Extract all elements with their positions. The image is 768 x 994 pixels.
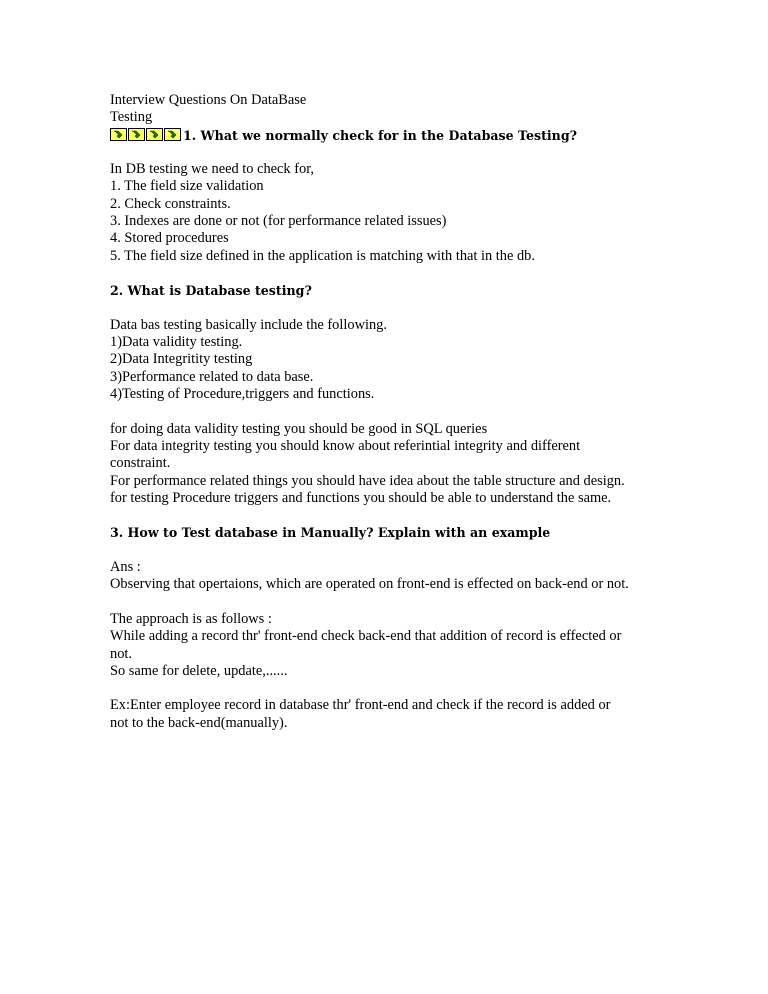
q2-note: constraint. [110,455,171,472]
q3-approach-line: So same for delete, update,...... [110,662,288,679]
q2-note: for doing data validity testing you should be good in SQL queries [110,420,488,437]
q3-ans-label: Ans : [110,559,141,576]
spacer [110,300,670,317]
q3-ans-text: Observing that opertaions, which are operated on front-end is effected on back-end or not. [110,576,629,593]
q1-item: 1. The field size validation [110,178,264,195]
q2-intro: Data bas testing basically include the following. [110,316,387,333]
spacer [110,265,670,282]
question-1-heading-row [110,127,670,144]
spacer [110,144,670,161]
spacer [110,594,670,611]
q3-example-line: Ex:Enter employee record in database thr' front-end and check if the record is added or [110,697,611,714]
q2-item: 4)Testing of Procedure,triggers and functions. [110,386,375,403]
q3-approach-line: not. [110,645,132,662]
document-page [110,92,670,732]
star-icon [146,128,163,141]
question-3-heading: 3. How to Test database in Manually? Explain with an example [110,525,551,541]
q2-item: 2)Data Integritity testing [110,351,253,368]
doc-title-line-2: Testing [110,109,153,126]
star-icon [164,128,181,141]
spacer [110,542,670,559]
q3-approach-label: The approach is as follows : [110,610,272,627]
q1-item: 5. The field size defined in the application is matching with that in the db. [110,247,535,264]
q2-item: 1)Data validity testing. [110,334,243,351]
q1-item: 3. Indexes are done or not (for performance related issues) [110,213,447,230]
star-icon [110,128,127,141]
q2-note: For data integrity testing you should know about referintial integrity and different [110,437,581,454]
question-1-heading: 1. What we normally check for in the Database Testing? [183,127,578,143]
spacer [110,507,670,524]
q3-example-line: not to the back-end(manually). [110,714,288,731]
spacer [110,403,670,420]
q2-note: For performance related things you should have idea about the table structure and design. [110,472,625,489]
question-2-heading: 2. What is Database testing? [110,283,312,299]
spacer [110,680,670,697]
star-icon [128,128,145,141]
doc-title-line-1: Interview Questions On DataBase [110,92,307,108]
q1-intro: In DB testing we need to check for, [110,161,315,178]
star-icons [110,128,182,142]
q1-item: 2. Check constraints. [110,195,231,212]
q2-item: 3)Performance related to data base. [110,368,314,385]
q1-item: 4. Stored procedures [110,230,229,247]
q2-note: for testing Procedure triggers and functions you should be able to understand the same. [110,489,612,506]
q3-approach-line: While adding a record thr' front-end check back-end that addition of record is effected or [110,628,622,645]
